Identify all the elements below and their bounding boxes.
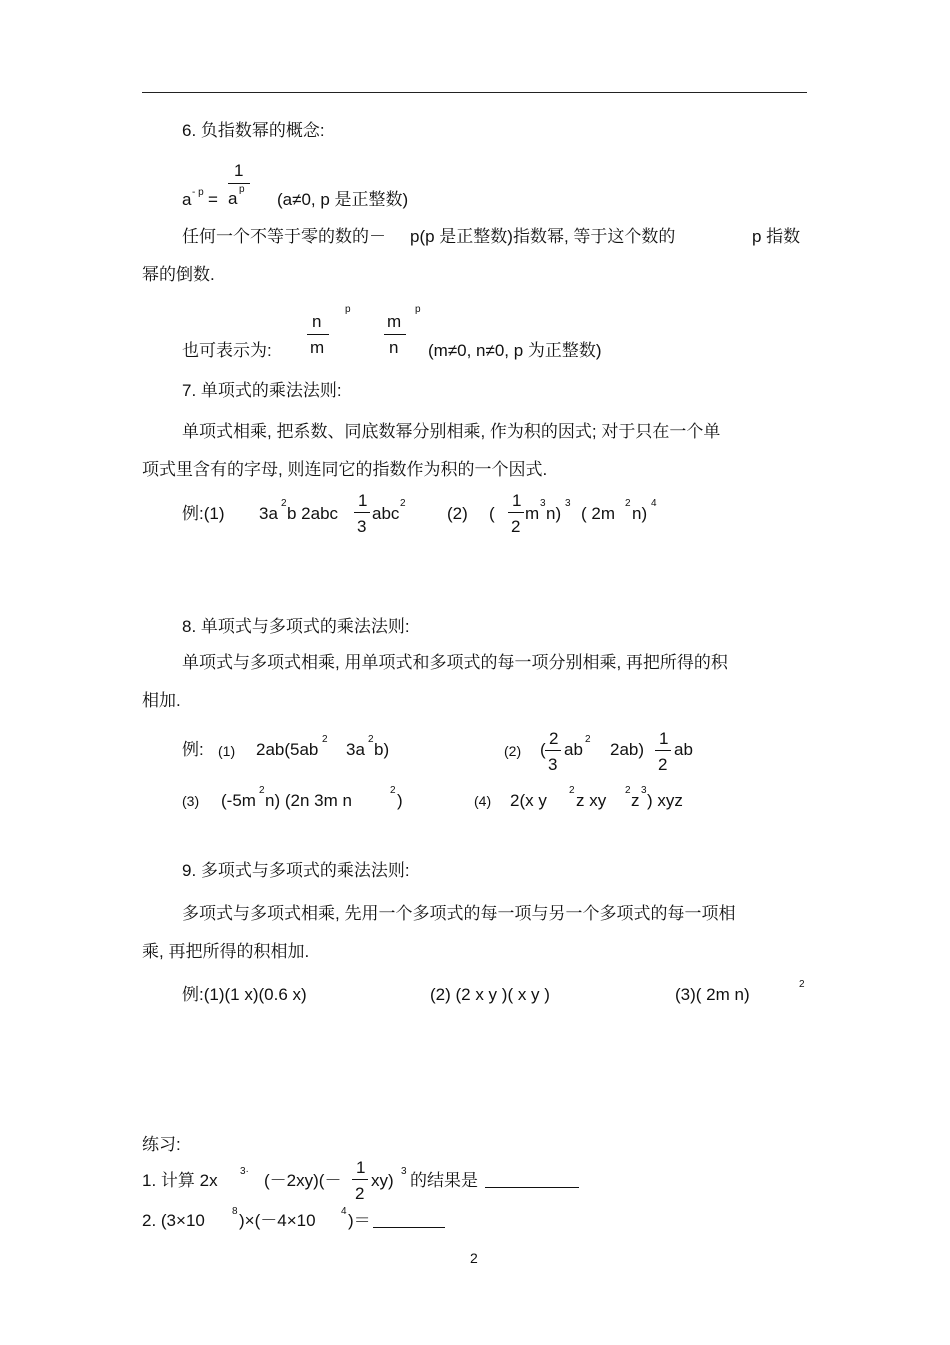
sec8-ex4-a: 2(x y xyxy=(510,791,547,810)
sec9-ex3: (3)( 2m n) xyxy=(675,985,750,1004)
sec8-ex1-label: 例: xyxy=(182,740,204,759)
sec7-e1-frac-num: 1 xyxy=(358,491,368,510)
sec8-ex4-d: ) xyz xyxy=(647,791,683,810)
sec8-ex3-a: (-5m xyxy=(221,791,256,810)
q1-frac-bar xyxy=(352,1179,368,1180)
sec6-desc-part1: 任何一个不等于零的数的－ xyxy=(182,227,386,246)
q2-b-sup: 4 xyxy=(341,1206,347,1217)
sec7-e2-frac-den: 2 xyxy=(511,517,521,536)
sec7-e2-n: n) xyxy=(546,504,562,523)
sec7-e1-a-sup: 2 xyxy=(281,498,287,509)
q2-a: 2. (3×10 xyxy=(142,1211,205,1230)
sec8-ex2-a: ab xyxy=(564,740,583,759)
sec6-desc-part3: p 指数 xyxy=(752,227,801,246)
q2-a-sup: 8 xyxy=(232,1206,238,1217)
practice-heading: 练习: xyxy=(142,1135,181,1154)
formula-denominator: a xyxy=(228,189,238,208)
formula-numerator: 1 xyxy=(234,161,244,180)
q2-b: )×(－4×10 xyxy=(239,1211,316,1230)
q2-c: )＝ xyxy=(348,1211,371,1230)
sec8-ex4-c-sup: 3 xyxy=(641,785,647,796)
sec9-ex1: 例:(1)(1 x)(0.6 x) xyxy=(182,985,307,1004)
sec8-ex1-b: 3a xyxy=(346,740,365,759)
q1-d: 的结果是 xyxy=(410,1171,478,1190)
section-9-heading: 9. 多项式与多项式的乘法法则: xyxy=(182,861,410,880)
sec8-rule-line1: 单项式与多项式相乘, 用单项式和多项式的每一项分别相乘, 再把所得的积 xyxy=(182,653,728,672)
formula-base: a xyxy=(182,190,192,209)
section-6-heading: 6. 负指数幂的概念: xyxy=(182,121,325,140)
alt-frac1-num: n xyxy=(312,312,322,331)
alt-condition: (m≠0, n≠0, p 为正整数) xyxy=(428,341,602,360)
alt-label: 也可表示为: xyxy=(182,341,272,360)
sec7-e2-m: m xyxy=(525,504,540,523)
sec7-e1-b: b 2abc xyxy=(287,504,339,523)
formula-condition: (a≠0, p 是正整数) xyxy=(277,190,409,209)
sec9-rule-line1: 多项式与多项式相乘, 先用一个多项式的每一项与另一个多项式的每一项相 xyxy=(182,904,736,923)
q1-c-sup: 3 xyxy=(401,1166,407,1177)
sec8-ex3-b-sup: 2 xyxy=(390,785,396,796)
sec8-ex2-frac1-den: 3 xyxy=(548,755,558,774)
section-8-heading: 8. 单项式与多项式的乘法法则: xyxy=(182,617,410,636)
alt-frac1-sup: p xyxy=(345,304,351,315)
sec8-ex4-b-sup: 2 xyxy=(625,785,631,796)
sec8-ex2-frac2-den: 2 xyxy=(658,755,668,774)
sec8-ex2-open: ( xyxy=(540,740,546,759)
section-7-heading: 7. 单项式的乘法法则: xyxy=(182,381,342,400)
sec8-ex2-frac1-num: 2 xyxy=(549,729,559,748)
sec8-ex2-frac2-num: 1 xyxy=(659,729,669,748)
sec8-ex2-num: (2) xyxy=(504,743,522,759)
sec7-e1-c-sup: 2 xyxy=(400,498,406,509)
sec8-ex1-a-sup: 2 xyxy=(322,734,328,745)
q1-frac-den: 2 xyxy=(355,1184,365,1203)
header-rule xyxy=(142,92,807,93)
sec7-e2-frac-num: 1 xyxy=(512,491,522,510)
sec8-ex4-b: z xy xyxy=(576,791,607,810)
alt-frac2-bar xyxy=(384,334,406,335)
sec8-ex2-frac2-bar xyxy=(655,750,671,751)
formula-denominator-sup: p xyxy=(239,184,245,195)
sec8-ex2-c: ab xyxy=(674,740,693,759)
sec8-ex1-a: 2ab(5ab xyxy=(256,740,319,759)
sec8-ex4-a-sup: 2 xyxy=(569,785,575,796)
sec8-ex1-c: b) xyxy=(374,740,390,759)
formula-base-sup: - p xyxy=(192,187,204,198)
sec7-e2-c-sup: 4 xyxy=(651,498,657,509)
formula-equals: = xyxy=(208,190,218,209)
sec6-desc-line2: 幂的倒数. xyxy=(142,265,215,284)
sec6-desc-part2: p(p 是正整数)指数幂, 等于这个数的 xyxy=(410,227,676,246)
alt-frac2-den: n xyxy=(389,338,399,357)
sec7-e1-frac-den: 3 xyxy=(357,517,367,536)
sec7-e2-label: (2) xyxy=(447,504,468,523)
alt-frac1-den: m xyxy=(310,338,325,357)
sec8-ex3-num: (3) xyxy=(182,793,200,809)
sec8-ex3-a-sup: 2 xyxy=(259,785,265,796)
sec7-e2-c: n) xyxy=(632,504,648,523)
sec7-rule-line2: 项式里含有的字母, 则连同它的指数作为积的一个因式. xyxy=(142,460,548,479)
sec7-e2-n-sup: 3 xyxy=(565,498,571,509)
q1-a-sup: 3· xyxy=(240,1166,249,1177)
sec9-ex3-sup: 2 xyxy=(799,979,805,990)
alt-frac2-num: m xyxy=(387,312,402,331)
page-number: 2 xyxy=(470,1250,478,1266)
sec9-rule-line2: 乘, 再把所得的积相加. xyxy=(142,942,310,961)
sec8-ex2-b: 2ab) xyxy=(610,740,645,759)
alt-frac1-bar xyxy=(307,334,329,335)
sec7-e2-m-sup: 3 xyxy=(540,498,546,509)
q1-c: xy) xyxy=(371,1171,394,1190)
sec7-e1-c: abc xyxy=(372,504,400,523)
sec7-e2-frac-bar xyxy=(508,512,524,513)
q1-answer-blank[interactable] xyxy=(485,1187,579,1188)
sec8-ex4-num: (4) xyxy=(474,793,492,809)
sec8-ex2-a-sup: 2 xyxy=(585,734,591,745)
q1-b: (－2xy)(－ xyxy=(264,1171,342,1190)
sec7-e1-frac-bar xyxy=(354,512,370,513)
q2-answer-blank[interactable] xyxy=(373,1227,445,1228)
sec8-ex1-num: (1) xyxy=(218,743,236,759)
alt-frac2-sup: p xyxy=(415,304,421,315)
sec8-ex1-b-sup: 2 xyxy=(368,734,374,745)
sec7-rule-line1: 单项式相乘, 把系数、同底数幂分别相乘, 作为积的因式; 对于只在一个单 xyxy=(182,422,721,441)
sec8-ex4-c: z xyxy=(631,791,640,810)
sec9-ex2: (2) (2 x y )( x y ) xyxy=(430,985,550,1004)
sec8-ex3-c: ) xyxy=(397,791,403,810)
sec7-e2-b-sup: 2 xyxy=(625,498,631,509)
sec8-ex2-frac1-bar xyxy=(545,750,561,751)
sec7-example-label: 例:(1) xyxy=(182,504,225,523)
sec8-rule-line2: 相加. xyxy=(142,691,181,710)
sec7-e2-b: ( 2m xyxy=(581,504,615,523)
sec7-e1-a: 3a xyxy=(259,504,278,523)
sec8-ex3-b: n) (2n 3m n xyxy=(265,791,352,810)
sec7-e2-open: ( xyxy=(489,504,495,523)
q1-frac-num: 1 xyxy=(356,1158,366,1177)
q1-a: 1. 计算 2x xyxy=(142,1171,218,1190)
